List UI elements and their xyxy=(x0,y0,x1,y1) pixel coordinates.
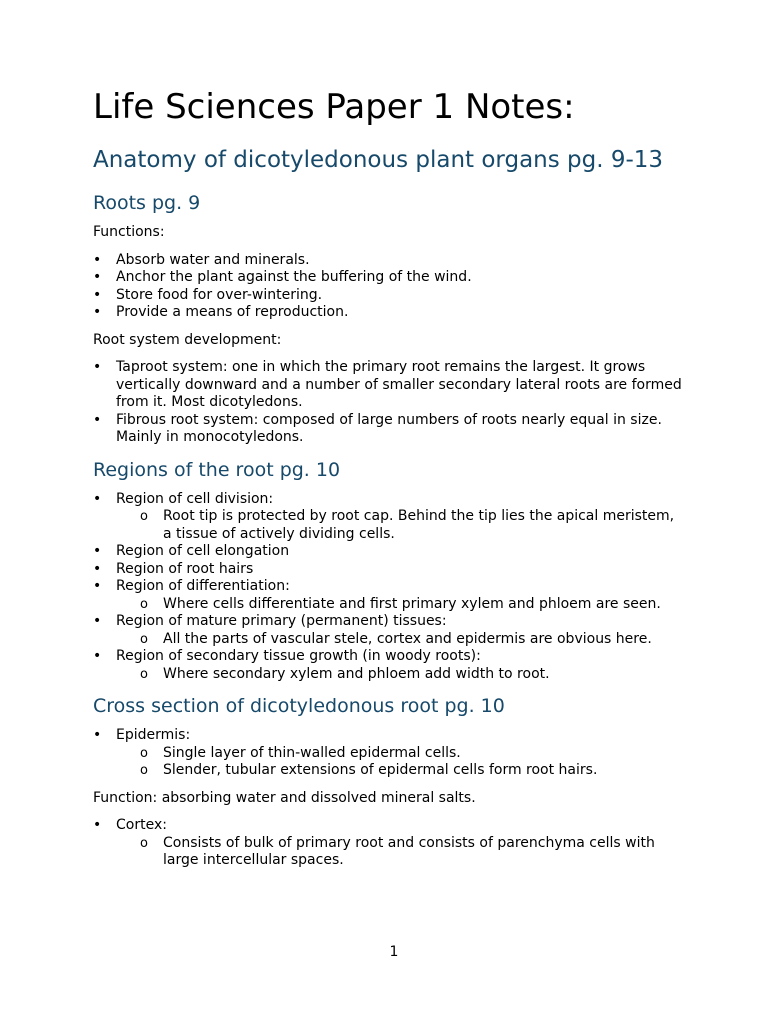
document-page xyxy=(93,85,683,880)
sub-list-item: o Where secondary xylem and phloem add width to root. xyxy=(93,666,683,684)
sub-list-item: o Consists of bulk of primary root and consists of parenchyma cells with large intercellular spaces. xyxy=(93,835,683,870)
list-item xyxy=(93,648,683,683)
list-item: • Taproot system: one in which the primary root remains the largest. It grows vertically downward and a number of smaller secondary lateral roots are formed from it. Most dicotyledons. xyxy=(93,359,683,412)
list-item xyxy=(93,613,683,648)
list-item: • Region of cell elongation xyxy=(93,543,683,561)
regions-heading: Regions of the root pg. 10 xyxy=(93,458,341,481)
section-heading: Anatomy of dicotyledonous plant organs pg. 9-13 xyxy=(93,147,664,173)
list-item-text: Region of differentiation: xyxy=(116,578,290,594)
list-item xyxy=(93,727,683,780)
list-item: • Fibrous root system: composed of large numbers of roots nearly equal in size. Mainly in monocotyledons. xyxy=(93,412,683,447)
regions-list xyxy=(93,491,683,684)
list-item-text: Region of mature primary (permanent) tissues: xyxy=(116,613,447,629)
development-label: Root system development: xyxy=(93,331,282,348)
list-item: • Anchor the plant against the buffering of the wind. xyxy=(93,269,683,287)
list-item-text: Region of cell division: xyxy=(116,490,274,507)
list-item: • Absorb water and minerals. xyxy=(93,252,683,270)
functions-list xyxy=(93,252,683,322)
sub-list-item: o Single layer of thin-walled epidermal cells. xyxy=(93,745,683,763)
list-item xyxy=(93,491,683,544)
page-number: 1 xyxy=(389,944,399,960)
list-item: • Provide a means of reproduction. xyxy=(93,304,683,322)
sub-list-item: o Root tip is protected by root cap. Behind the tip lies the apical meristem, a tissue of actively dividing cells. xyxy=(93,508,683,543)
list-item-text: Region of secondary tissue growth (in woody roots): xyxy=(116,648,481,664)
list-item xyxy=(93,578,683,613)
cortex-list xyxy=(93,817,683,870)
cross-section-heading: Cross section of dicotyledonous root pg. 10 xyxy=(93,695,505,717)
function-text: Function: absorbing water and dissolved mineral salts. xyxy=(93,789,476,806)
sub-list-item: o Slender, tubular extensions of epidermal cells form root hairs. xyxy=(93,762,683,780)
development-list xyxy=(93,359,683,447)
sub-list-item: o Where cells differentiate and first primary xylem and phloem are seen. xyxy=(93,596,683,614)
sub-list-item: o All the parts of vascular stele, cortex and epidermis are obvious here. xyxy=(93,631,683,649)
list-item xyxy=(93,817,683,870)
functions-label: Functions: xyxy=(93,224,165,240)
list-item-text: Epidermis: xyxy=(116,727,191,743)
epidermis-list xyxy=(93,727,683,780)
roots-heading: Roots pg. 9 xyxy=(93,192,201,214)
page-title: Life Sciences Paper 1 Notes: xyxy=(93,87,575,127)
list-item: • Store food for over-wintering. xyxy=(93,287,683,305)
list-item: • Region of root hairs xyxy=(93,561,683,579)
list-item-text: Cortex: xyxy=(116,817,167,833)
